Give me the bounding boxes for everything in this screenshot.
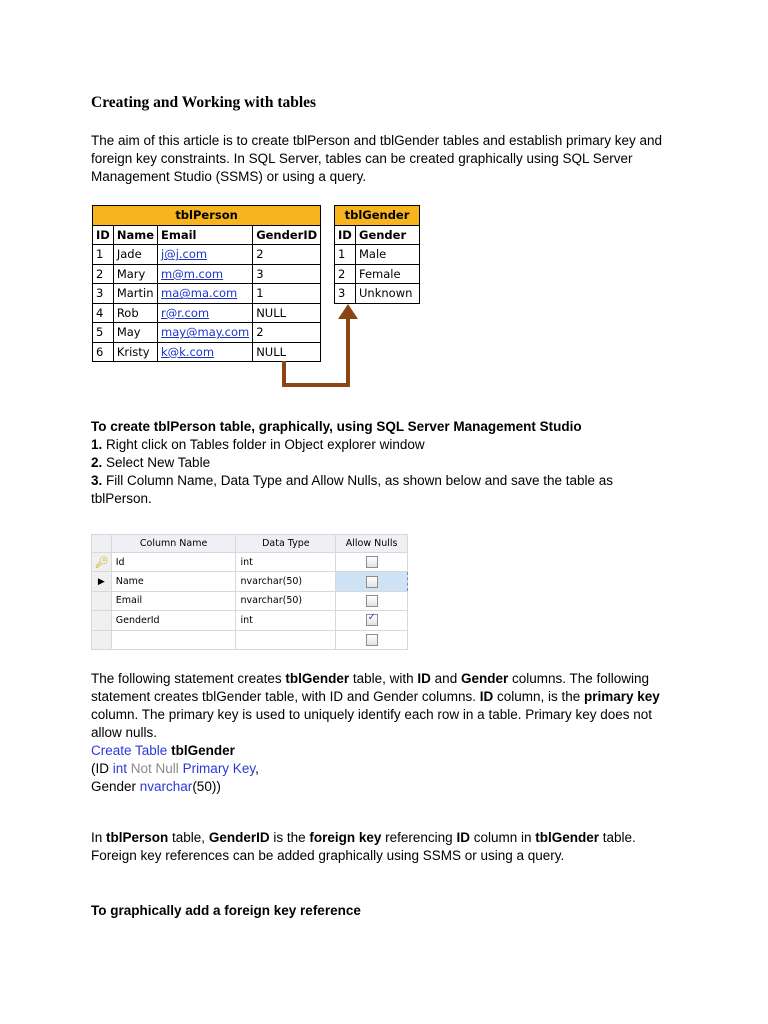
cell-gender: Unknown — [356, 284, 420, 304]
cell-email — [158, 323, 253, 343]
cell-name: Mary — [113, 264, 157, 284]
cell-email — [158, 303, 253, 323]
cell-id: 2 — [93, 264, 114, 284]
email-link[interactable]: m@m.com — [161, 266, 224, 281]
tbl-gender-table — [334, 205, 420, 304]
cell-id: 6 — [93, 342, 114, 362]
relationship-arrow — [270, 295, 370, 395]
allow-nulls-cell — [336, 572, 408, 591]
step-number: 2. — [91, 455, 103, 470]
cell-id: 5 — [93, 323, 114, 343]
cell-genderid: NULL — [253, 342, 321, 362]
cell-genderid: NULL — [253, 303, 321, 323]
row-selector[interactable] — [92, 630, 112, 649]
primary-key-paragraph — [91, 670, 681, 796]
intro-paragraph — [91, 132, 691, 186]
designer-row[interactable] — [92, 572, 408, 591]
data-type-cell[interactable]: int — [236, 553, 336, 572]
cell-email — [158, 264, 253, 284]
data-type-cell[interactable]: nvarchar(50) — [236, 572, 336, 591]
cell-email — [158, 245, 253, 265]
step-text: Right click on Tables folder in Object explorer window — [102, 437, 425, 452]
intro-text: The aim of this article is to create tblPerson and tblGender tables and establish primary key and foreign key constraints. In SQL Server, tables can be created graphically using SQL Server Management Studio (SSMS) or using a query. — [91, 133, 663, 184]
allow-nulls-cell — [336, 611, 408, 630]
step-1 — [91, 436, 691, 454]
table-row — [335, 264, 420, 284]
cell-id: 4 — [93, 303, 114, 323]
cell-gender: Male — [356, 245, 420, 265]
cell-name: Rob — [113, 303, 157, 323]
designer-row[interactable] — [92, 591, 408, 610]
cell-name: Jade — [113, 245, 157, 265]
column-header: Column Name — [111, 535, 236, 553]
cell-id: 1 — [335, 245, 356, 265]
column-name-cell[interactable]: Name — [111, 572, 236, 591]
designer-header-row — [92, 535, 408, 553]
step-number: 3. — [91, 473, 103, 488]
email-link[interactable]: ma@ma.com — [161, 286, 238, 301]
column-header: Gender — [356, 225, 420, 245]
allow-nulls-cell — [336, 591, 408, 610]
allow-nulls-checkbox[interactable] — [366, 634, 378, 646]
designer-row[interactable] — [92, 611, 408, 630]
sql-line-2: (ID int Not Null Primary Key, — [91, 761, 259, 776]
page-title: Creating and Working with tables — [91, 94, 317, 111]
cell-genderid: 2 — [253, 323, 321, 343]
allow-nulls-cell — [336, 553, 408, 572]
cell-id: 3 — [335, 284, 356, 304]
cell-genderid: 3 — [253, 264, 321, 284]
cell-gender: Female — [356, 264, 420, 284]
table-row — [93, 264, 321, 284]
row-selector-header — [92, 535, 112, 553]
paragraph-text: The following statement creates tblGender table, with ID and Gender columns. The following statement creates tblGender table, with ID and Gender columns. ID column, is the primary key column. The primary key is used to uniquely identify each row in a table. Primary key does not allow nulls. — [91, 671, 660, 740]
column-header: Data Type — [236, 535, 336, 553]
column-header: Name — [113, 225, 157, 245]
column-name-cell[interactable]: Email — [111, 591, 236, 610]
column-name-cell[interactable]: Id — [111, 553, 236, 572]
column-header: Email — [158, 225, 253, 245]
sql-line-1: Create Table tblGender — [91, 743, 235, 758]
column-name-cell[interactable]: GenderId — [111, 611, 236, 630]
foreign-key-heading — [91, 902, 691, 920]
tbl-gender-caption: tblGender — [335, 206, 420, 226]
cell-email — [158, 342, 253, 362]
steps-heading: To create tblPerson table, graphically, using SQL Server Management Studio — [91, 419, 582, 434]
current-row-icon: ▶ — [97, 577, 105, 588]
allow-nulls-checkbox[interactable] — [366, 576, 378, 588]
cell-id: 3 — [93, 284, 114, 304]
row-selector[interactable] — [92, 591, 112, 610]
sql-line-3: Gender nvarchar(50)) — [91, 779, 221, 794]
table-row — [93, 245, 321, 265]
step-number: 1. — [91, 437, 103, 452]
cell-name: Martin — [113, 284, 157, 304]
cell-email — [158, 284, 253, 304]
allow-nulls-cell — [336, 630, 408, 649]
table-header-row — [335, 225, 420, 245]
column-header: GenderID — [253, 225, 321, 245]
steps-section — [91, 418, 691, 508]
row-selector[interactable] — [92, 611, 112, 630]
paragraph-text: In tblPerson table, GenderID is the foreign key referencing ID column in tblGender table. Foreign key references can be added graphically using SSMS or using a query. — [91, 830, 636, 863]
arrow-head — [338, 304, 358, 319]
email-link[interactable]: j@j.com — [161, 247, 208, 262]
primary-key-icon: 🔑︎ — [94, 555, 109, 569]
step-text: Select New Table — [102, 455, 211, 470]
email-link[interactable]: may@may.com — [161, 325, 250, 340]
cell-id: 1 — [93, 245, 114, 265]
arrow-line — [284, 317, 348, 385]
step-2 — [91, 454, 691, 472]
row-selector[interactable] — [92, 553, 112, 572]
cell-genderid: 2 — [253, 245, 321, 265]
designer-row[interactable] — [92, 553, 408, 572]
row-selector[interactable] — [92, 572, 112, 591]
cell-id: 2 — [335, 264, 356, 284]
column-header: Allow Nulls — [336, 535, 408, 553]
foreign-key-paragraph — [91, 829, 666, 865]
step-3 — [91, 472, 651, 508]
cell-genderid: 1 — [253, 284, 321, 304]
tbl-person-caption: tblPerson — [93, 206, 321, 226]
table-header-row — [93, 225, 321, 245]
email-link[interactable]: r@r.com — [161, 305, 210, 320]
section-heading: To graphically add a foreign key reference — [91, 903, 361, 918]
email-link[interactable]: k@k.com — [161, 344, 215, 359]
data-type-cell[interactable]: nvarchar(50) — [236, 591, 336, 610]
step-text: Fill Column Name, Data Type and Allow Nulls, as shown below and save the table as tblPerson. — [91, 473, 614, 506]
allow-nulls-checkbox[interactable] — [366, 614, 378, 626]
table-row — [335, 245, 420, 265]
column-name-cell[interactable] — [111, 630, 236, 649]
data-type-cell[interactable]: int — [236, 611, 336, 630]
allow-nulls-checkbox[interactable] — [366, 556, 378, 568]
data-type-cell[interactable] — [236, 630, 336, 649]
designer-row[interactable] — [92, 630, 408, 649]
cell-name: May — [113, 323, 157, 343]
table-designer-grid — [91, 534, 408, 650]
allow-nulls-checkbox[interactable] — [366, 595, 378, 607]
column-header: ID — [93, 225, 114, 245]
column-header: ID — [335, 225, 356, 245]
cell-name: Kristy — [113, 342, 157, 362]
